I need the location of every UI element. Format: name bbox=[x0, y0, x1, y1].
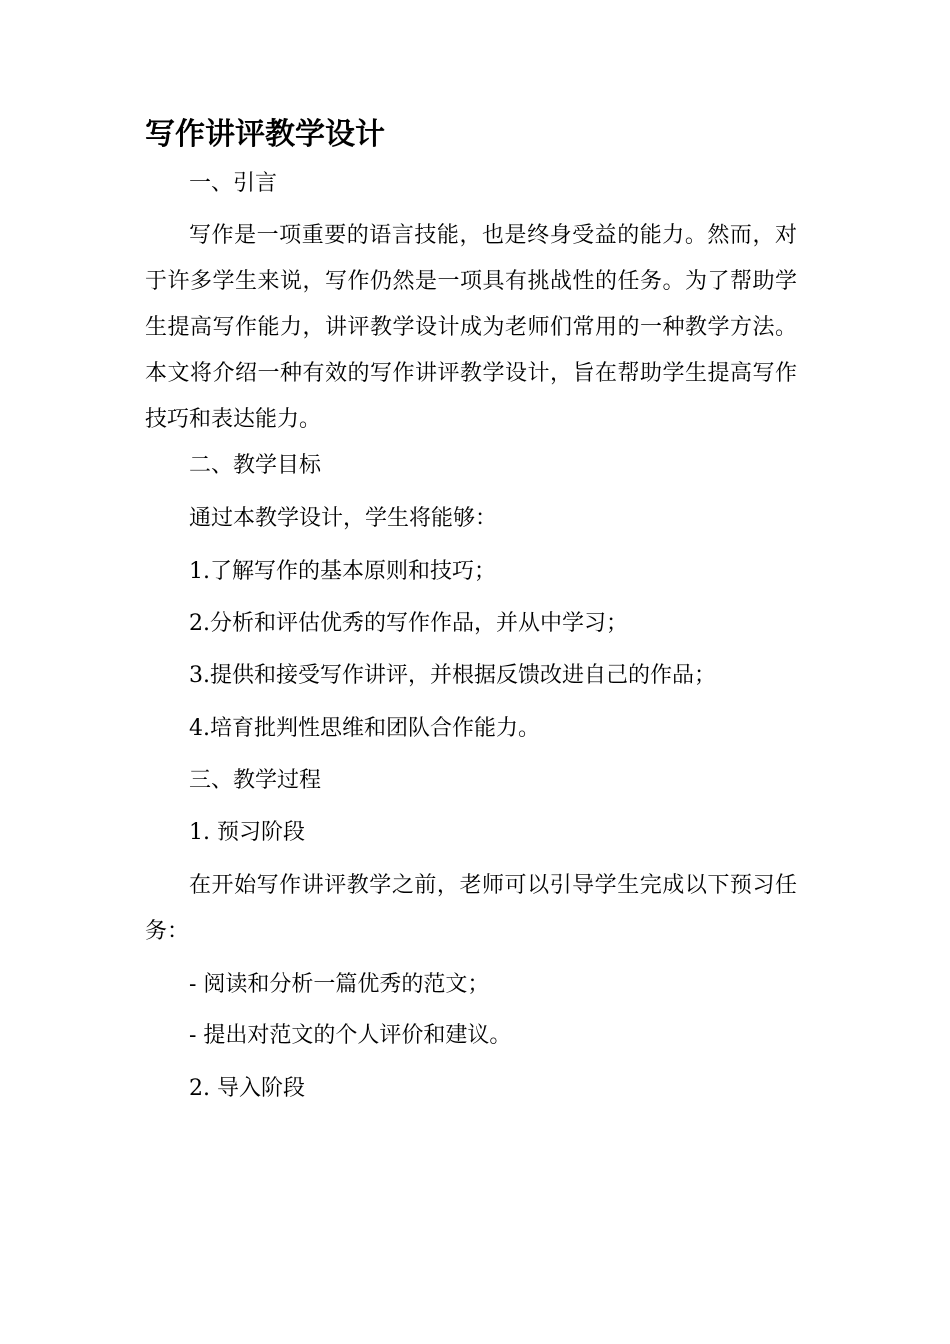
goal-item: 3.提供和接受写作讲评，并根据反馈改进自己的作品； bbox=[189, 663, 716, 688]
intro-paragraph: 写作是一项重要的语言技能，也是终身受益的能力。然而，对于许多学生来说，写作仍然是一项具有挑战性的任务。为了帮助学生提高写作能力，讲评教学设计成为老师们常用的一种教学方法。本文将介绍一种有效的写作讲评教学设计，旨在帮助学生提高写作技巧和表达能力。 bbox=[145, 223, 797, 432]
section-heading-goals: 二、教学目标 bbox=[189, 453, 322, 478]
document-title: 写作讲评教学设计 bbox=[145, 117, 385, 152]
goal-item: 2.分析和评估优秀的写作作品，并从中学习； bbox=[189, 611, 628, 636]
goal-item: 4.培育批判性思维和团队合作能力。 bbox=[189, 716, 540, 741]
stage1-task: - 阅读和分析一篇优秀的范文； bbox=[189, 972, 490, 997]
section-heading-intro: 一、引言 bbox=[189, 171, 278, 196]
goal-item: 1.了解写作的基本原则和技巧； bbox=[189, 559, 496, 584]
stage2-heading: 2. 导入阶段 bbox=[189, 1076, 305, 1101]
stage1-heading: 1. 预习阶段 bbox=[189, 820, 305, 845]
stage1-task: - 提出对范文的个人评价和建议。 bbox=[189, 1023, 512, 1048]
stage1-paragraph: 在开始写作讲评教学之前，老师可以引导学生完成以下预习任务： bbox=[145, 873, 797, 944]
section-heading-process: 三、教学过程 bbox=[189, 768, 322, 793]
goals-lead: 通过本教学设计，学生将能够： bbox=[189, 506, 498, 531]
